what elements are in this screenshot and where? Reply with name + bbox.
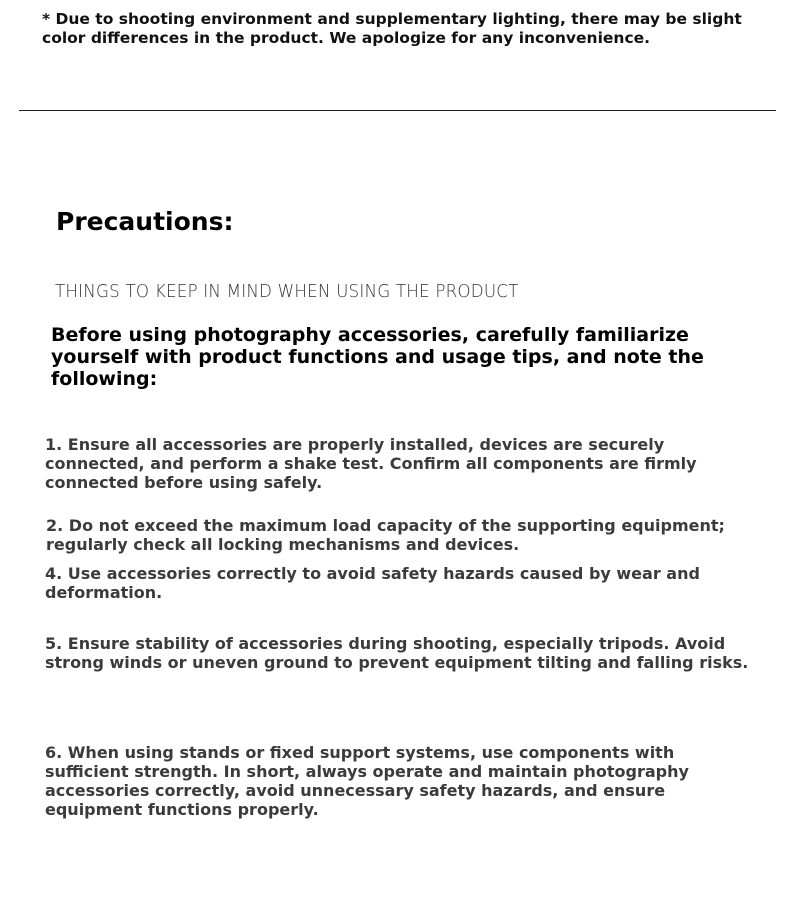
precaution-item: 4. Use accessories correctly to avoid safety hazards caused by wear and deformation. xyxy=(45,564,700,602)
precaution-item: 5. Ensure stability of accessories during shooting, especially tripods. Avoid strong winds or uneven ground to prevent equipment tilting and falling risks. xyxy=(45,634,749,672)
precaution-item: 2. Do not exceed the maximum load capacity of the supporting equipment; regularly check all locking mechanisms and devices. xyxy=(46,516,725,554)
precautions-intro: Before using photography accessories, carefully familiarize yourself with product functions and usage tips, and note the following: xyxy=(51,324,704,390)
color-difference-disclaimer: * Due to shooting environment and supplementary lighting, there may be slight color differences in the product. We apologize for any inconvenience. xyxy=(42,10,742,47)
precautions-subtitle: THINGS TO KEEP IN MIND WHEN USING THE PRODUCT xyxy=(55,281,519,302)
precaution-item: 6. When using stands or fixed support systems, use components with sufficient strength. In short, always operate and maintain photography accessories correctly, avoid unnecessary safety hazards, and ensure equipment functions properly. xyxy=(45,743,689,819)
precautions-title: Precautions: xyxy=(56,207,234,236)
section-divider xyxy=(19,110,776,111)
precaution-item: 1. Ensure all accessories are properly installed, devices are securely connected, and perform a shake test. Confirm all components are firmly connected before using safely. xyxy=(45,435,697,492)
